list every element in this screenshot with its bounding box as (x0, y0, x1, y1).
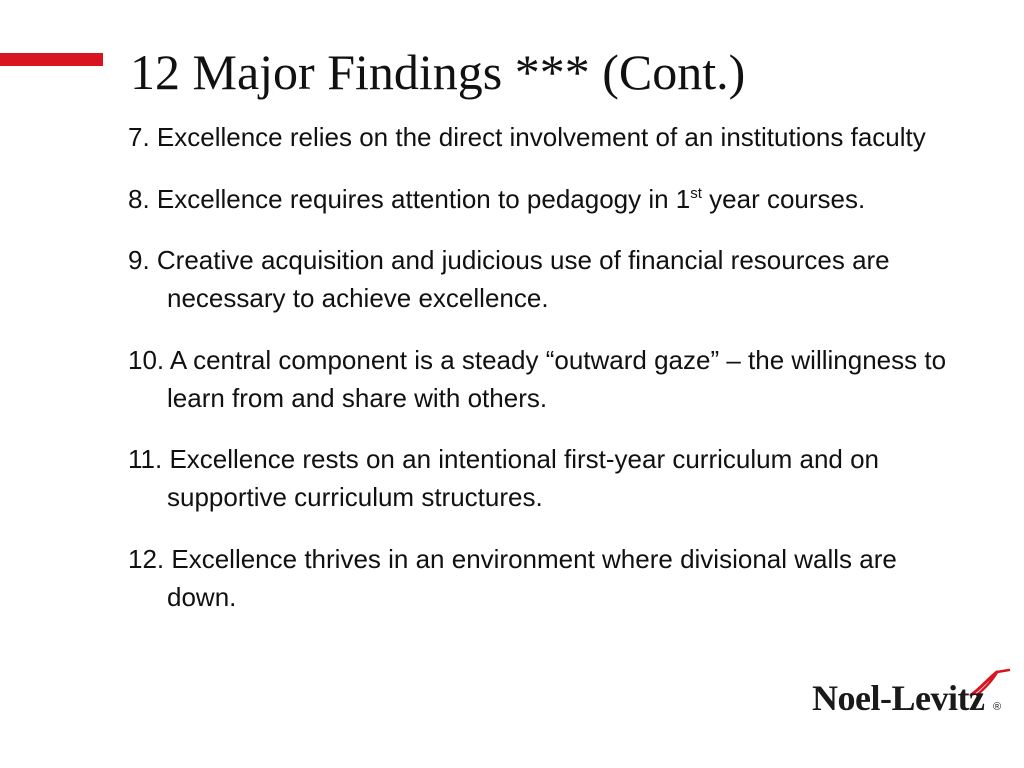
logo-wordmark: Noel-Levitz (812, 678, 985, 718)
finding-item-11: 11. Excellence rests on an intentional first-year curriculum and on supportive curriculum structures. (128, 444, 880, 512)
finding-item-8 (128, 180, 948, 218)
finding-item-12: 12. Excellence thrives in an environment where divisional walls are down. (128, 543, 897, 612)
slide-title: 12 Major Findings *** (Cont.) (130, 44, 746, 100)
findings-list (128, 118, 948, 639)
finding-8-text-after: year courses. (701, 183, 866, 214)
finding-item-10: 10. A central component is a steady “outward gaze” – the willingness to learn from and share with others. (128, 344, 947, 413)
finding-item-7: 7. Excellence relies on the direct involvement of an institutions faculty (128, 122, 926, 152)
finding-item-9: 9. Creative acquisition and judicious use of financial resources are necessary to achieve excellence. (128, 245, 890, 313)
finding-8-superscript: st (690, 184, 702, 202)
logo-registered-mark: ® (993, 701, 1002, 713)
noel-levitz-logo (812, 668, 1012, 724)
finding-8-text-before: 8. Excellence requires attention to pedagogy in 1 (128, 183, 691, 214)
title-accent-bar (0, 53, 103, 66)
